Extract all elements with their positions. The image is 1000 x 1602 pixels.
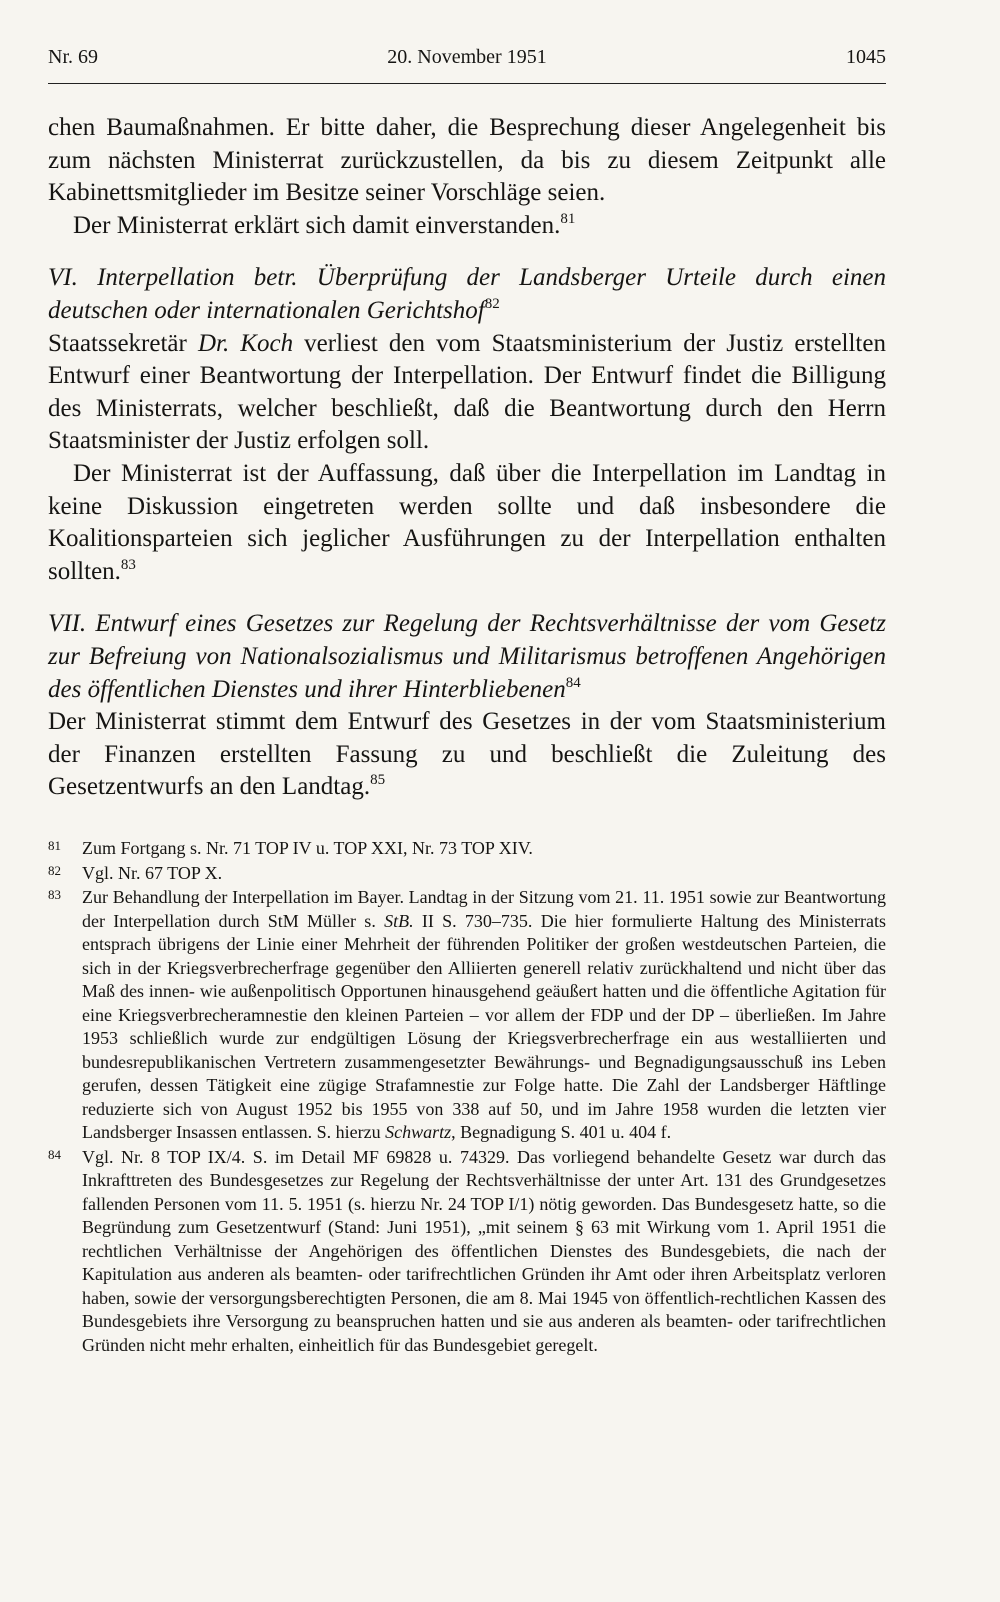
citation-author: Schwartz (385, 1122, 452, 1142)
paragraph-text: Der Ministerrat stimmt dem Entwurf des Gesetzes in der vom Staatsministerium der Finanzen erstellten Fassung zu und beschließt die Zuleitung des Gesetzentwurfs an den Landtag. (48, 708, 886, 801)
header-rule (48, 83, 886, 84)
footnote-number: 83 (48, 887, 61, 902)
footnote-text: Vgl. Nr. 67 TOP X. (82, 862, 223, 883)
paragraph-decision (48, 706, 886, 804)
footnote-text: II S. 730–735. Die hier formulierte Haltung des Ministerrats entsprach übrigens der Linie einer Mehrheit der führenden Politiker der großen westdeutschen Parteien, die sich in der Kriegsverbrecherfrage gegenüber den Alliierten generell relativ zurückhaltend und nicht über das Maß des innen- wie außenpolitisch Opportunen hinausgehend geäußert hatten und die öffentliche Agitation für eine Kriegsverbrecheramnestie den kleinen Parteien – vor allem der FDP und der DP – überließen. Im Jahre 1953 schließlich wurde zur endgültigen Lösung der Kriegsverbrecherfrage ein aus westalliierten und bundesrepublikanischen Vertretern zusammengesetzter Bewährungs- und Begnadigungsausschuß ins Leben gerufen, dessen Tätigkeit eine zügige Strafamnestie zur Folge hatte. Die Zahl der Landsberger Häftlinge reduzierte sich von August 1952 bis 1955 von 338 auf 50, und im Jahre 1958 wurden die letzten vier Landsberger Insassen entlassen. S. hierzu (82, 910, 886, 1142)
footnote-text: Zum Fortgang s. Nr. 71 TOP IV u. TOP XXI, Nr. 73 TOP XIV. (82, 838, 533, 858)
section-title: VI. Interpellation betr. Überprüfung der Landsberger Urteile durch einen deutschen oder internationalen Gerichtshof (48, 264, 886, 324)
section-gap (48, 588, 886, 608)
footnote-number: 84 (48, 1146, 61, 1162)
footnote-83 (48, 886, 886, 1145)
citation-abbrev: StB. (384, 910, 414, 931)
footnote-82 (48, 862, 886, 886)
section-heading-vi (48, 262, 886, 327)
paragraph-opinion (48, 458, 886, 588)
paragraph-text: Der Ministerrat ist der Auffassung, daß über die Interpellation im Landtag in keine Diskussion eingetreten werden sollte und daß insbesondere die Koalitionsparteien sich jeglicher Ausführungen zu der Interpellation enthalten sollten. (48, 459, 886, 585)
paragraph-continued: chen Baumaßnahmen. Er bitte daher, die Besprechung dieser Angelegenheit bis zum nächsten Ministerrat zurückzustellen, da bis zu diesem Zeitpunkt alle Kabinettsmitglieder im Besitze seiner Vorschläge seien. (48, 114, 886, 207)
footnote-ref[interactable]: 84 (565, 674, 581, 691)
footnote-81 (48, 837, 886, 861)
footnotes (48, 837, 886, 1357)
section-title: VII. Entwurf eines Gesetzes zur Regelung der Rechtsverhältnisse der vom Gesetz zur Befreiung von Nationalsozialismus und Militarismus betroffenen Angehörigen des öffentlichen Dienstes und ihrer Hinterbliebenen (48, 610, 886, 703)
footnote-number: 82 (48, 862, 61, 878)
document-number: Nr. 69 (48, 46, 98, 68)
footnote-84 (48, 1146, 886, 1358)
paragraph-agreement (48, 210, 886, 243)
paragraph-text: Der Ministerrat erklärt sich damit einverstanden. (73, 211, 561, 239)
footnote-text: Vgl. Nr. 8 TOP IX/4. S. im Detail MF 69828 u. 74329. Das vorliegend behandelte Gesetz war durch das Inkrafttreten des Bundesgesetzes zur Regelung der Rechtsverhältnisse der unter Art. 131 des Grundgesetzes fallenden Personen vom 11. 5. 1951 (s. hierzu Nr. 24 TOP I/1) nötig geworden. Das Bundesgesetz hatte, so die Begründung zum Gesetzentwurf (Stand: Juni 1951), „mit seinem § 63 mit Wirkung vom 1. April 1951 die rechtlichen Verhältnisse der Angehörigen des öffentlichen Dienstes des Bundesgebiets, die nach der Kapitulation aus anderen als beamten- oder tarifrechtlichen Gründen ihr Amt oder ihren Arbeitsplatz verloren haben, sowie der versorgungsberechtigten Personen, die am 8. Mai 1945 von öffentlich-rechtlichen Kassen des Bundesgebiets ihre Versorgung zu beanspruchen hatten und sie aus anderen als beamten- oder tarifrechtlichen Gründen nicht mehr erhalten, einheitlich für das Bundesgebiet geregelt. (82, 1146, 886, 1355)
header-date: 20. November 1951 (387, 46, 547, 68)
paragraph-text: Staatssekretär (48, 329, 198, 357)
person-name: Dr. Koch (197, 329, 294, 357)
footnote-text: , Begnadigung S. 401 u. 404 f. (451, 1122, 672, 1142)
paragraph-koch (48, 328, 886, 458)
footnote-ref[interactable]: 85 (370, 772, 386, 789)
section-heading-vii (48, 608, 886, 706)
footnote-number: 81 (48, 838, 61, 853)
page-number: 1045 (846, 46, 886, 68)
footnote-ref[interactable]: 83 (120, 556, 136, 573)
footnote-ref[interactable]: 81 (560, 210, 576, 227)
footnote-text: Zur Behandlung der Interpellation im Bayer. Landtag in der Sitzung vom 21. 11. 1951 sowie zur Beantwortung der Interpellation durch StM Müller s. (82, 887, 886, 931)
footnote-ref[interactable]: 82 (484, 295, 500, 312)
paragraph-text: verliest den vom Staatsministerium der Justiz erstellten Entwurf einer Beantwortung der Interpellation. Der Entwurf findet die Billigung des Ministerrats, welcher beschließt, daß die Beantwortung durch den Herrn Staatsminister der Justiz erfolgen soll. (48, 329, 886, 455)
section-gap (48, 242, 886, 262)
main-text (48, 112, 886, 804)
